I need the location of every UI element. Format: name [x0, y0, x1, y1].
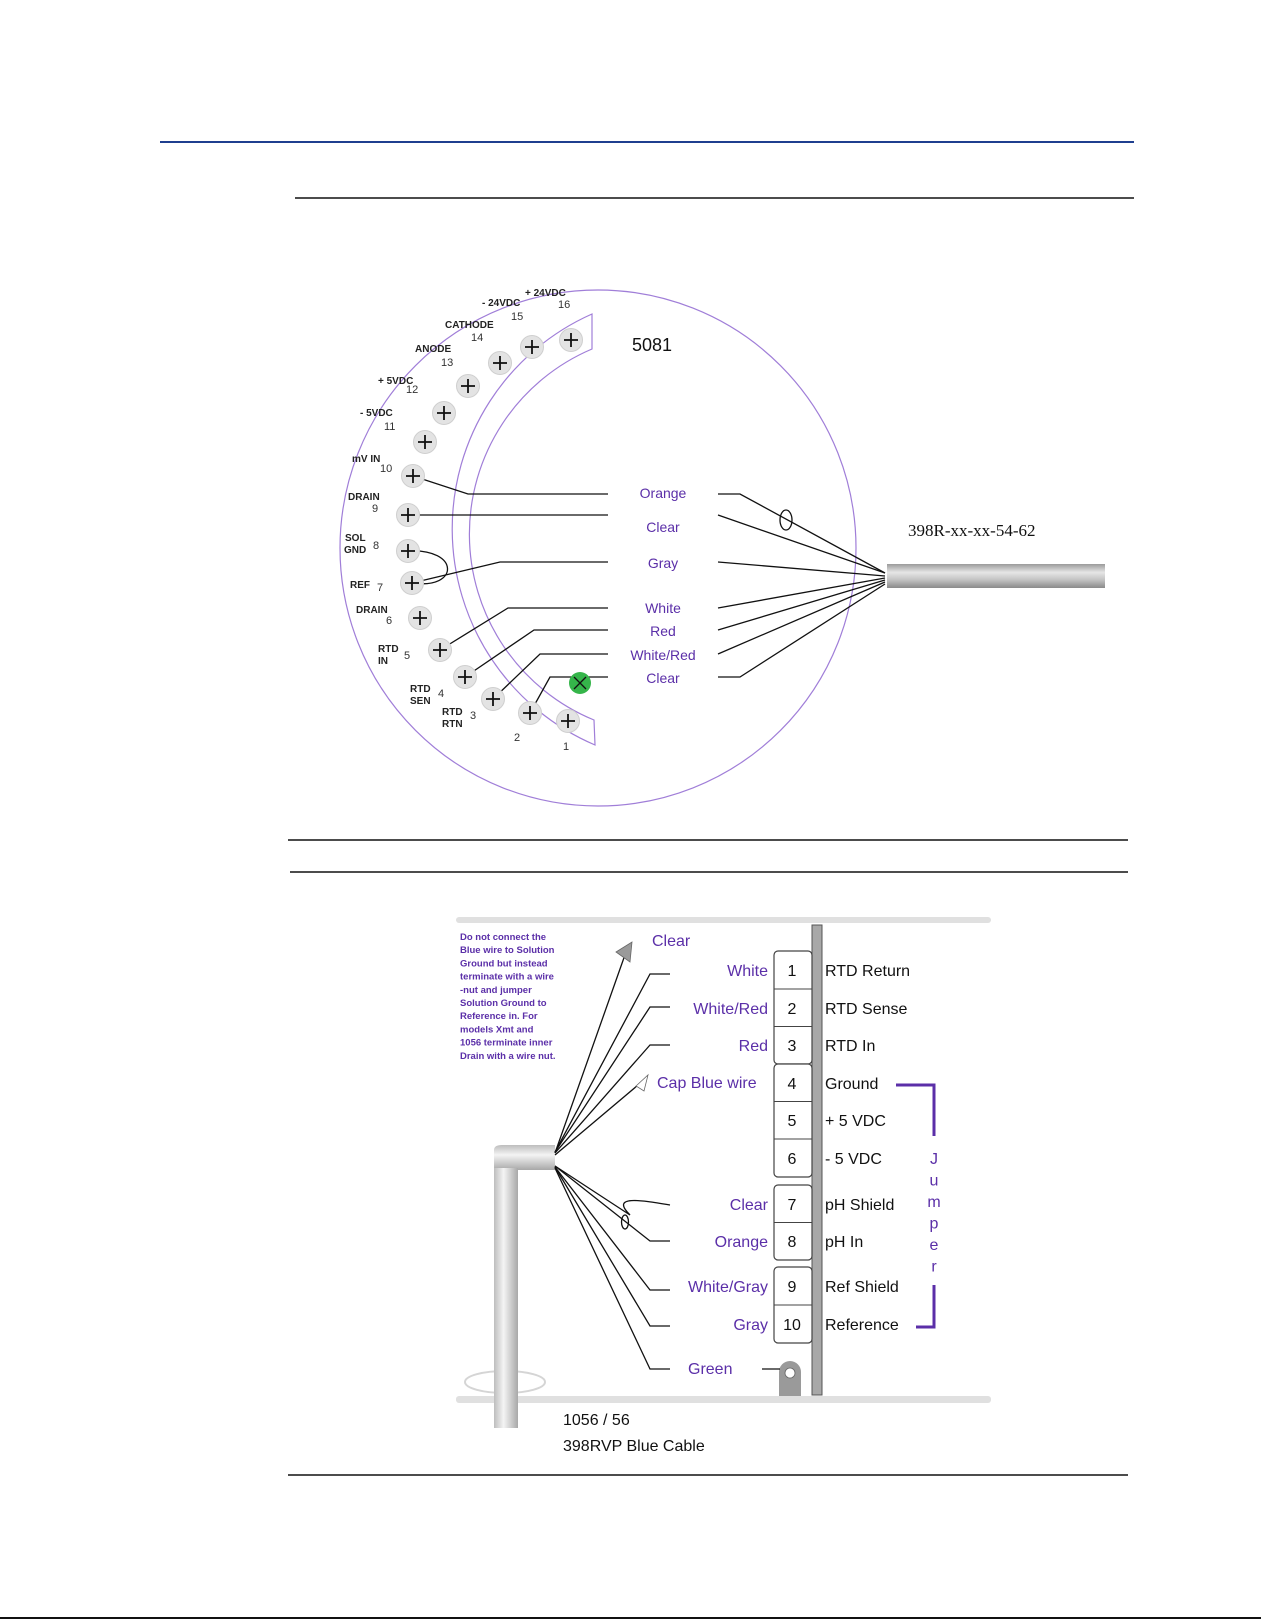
wire-label-5: White/Red — [630, 647, 696, 663]
wire-label-3: White — [645, 600, 681, 616]
shield-loop — [780, 510, 792, 530]
enclosure-bottom-rail — [456, 1396, 991, 1403]
cable-pipe — [494, 1150, 518, 1428]
terminal-screw-10 — [402, 465, 425, 488]
terminal-blocks — [688, 951, 910, 1343]
terminal-number-6: 6 — [386, 615, 393, 627]
terminal-screw-14 — [489, 352, 512, 375]
terminal-number-3: 3 — [470, 710, 477, 722]
terminal-number-15: 15 — [511, 311, 524, 323]
terminal-screw-12 — [433, 402, 456, 425]
terminal-label-13: ANODE — [415, 344, 452, 355]
jumper-letter: e — [929, 1237, 939, 1254]
terminal-block-number-1: 1 — [787, 963, 797, 980]
terminal-number-5: 5 — [404, 650, 411, 662]
terminal-label-5: RTD — [378, 644, 399, 655]
terminal-block-number-10: 10 — [783, 1317, 801, 1334]
terminal-number-8: 8 — [373, 540, 380, 552]
jumper-letter: u — [929, 1172, 939, 1190]
terminal-screw-6 — [409, 607, 432, 630]
terminal-screw-7 — [401, 572, 424, 595]
wire-color-7: Clear — [729, 1197, 768, 1214]
caption-cable: 398RVP Blue Cable — [563, 1438, 705, 1455]
terminal-label-3: RTD — [442, 707, 463, 718]
jumper-letter: J — [930, 1151, 938, 1168]
wire-label-green: Green — [688, 1361, 733, 1378]
cable-elbow — [494, 1145, 555, 1170]
terminal-label-4-line2: SEN — [410, 696, 431, 707]
terminal-label-4: RTD — [410, 684, 431, 695]
terminal-number-11: 11 — [384, 421, 396, 433]
jumper-letter: p — [929, 1215, 939, 1233]
terminal-label-16: + 24VDC — [525, 288, 566, 299]
terminal-screw-3 — [482, 688, 505, 711]
terminal-screws — [397, 329, 583, 733]
terminal-number-2: 2 — [514, 732, 521, 744]
terminal-screw-15 — [521, 336, 544, 359]
terminal-screw-13 — [457, 375, 480, 398]
terminal-label-9: DRAIN — [348, 492, 380, 503]
terminal-block-number-2: 2 — [787, 1001, 797, 1018]
terminal-number-9: 9 — [372, 503, 379, 515]
terminal-function-7: pH Shield — [825, 1197, 895, 1214]
terminal-number-4: 4 — [438, 688, 445, 700]
terminal-screw-9 — [397, 504, 420, 527]
terminal-rail — [812, 925, 822, 1395]
enclosure-top-rail — [456, 917, 991, 923]
terminal-number-7: 7 — [377, 582, 384, 594]
terminal-label-7: REF — [350, 580, 370, 591]
wire-color-9: White/Gray — [687, 1279, 768, 1296]
terminal-function-1: RTD Return — [825, 963, 911, 980]
terminal-function-6: - 5 VDC — [825, 1151, 882, 1168]
terminal-screw-1 — [557, 710, 580, 733]
terminal-label-14: CATHODE — [445, 320, 494, 331]
terminal-label-3-line2: RTN — [442, 719, 463, 730]
wire-color-8: Orange — [714, 1234, 768, 1251]
terminal-function-4: Ground — [825, 1076, 879, 1093]
terminal-label-11: - 5VDC — [360, 408, 393, 419]
terminal-function-2: RTD Sense — [825, 1001, 908, 1018]
wire-color-3: Red — [738, 1038, 768, 1055]
model-label: 5081 — [632, 335, 673, 355]
caption-model: 1056 / 56 — [563, 1412, 630, 1429]
wire-color-2: White/Red — [693, 1001, 768, 1018]
diagram-1056 — [456, 917, 991, 1455]
terminal-function-9: Ref Shield — [825, 1279, 899, 1296]
jumper-bracket-top — [896, 1085, 934, 1136]
terminal-function-3: RTD In — [825, 1038, 876, 1055]
terminal-number-10: 10 — [380, 463, 393, 475]
wire-labels — [630, 485, 695, 686]
terminal-block-number-8: 8 — [787, 1234, 797, 1251]
terminal-number-12: 12 — [406, 384, 419, 396]
wire-nut-blue — [636, 1075, 648, 1091]
terminal-screw-2 — [519, 702, 542, 725]
diagram-5081 — [340, 288, 1105, 806]
terminal-label-5-line2: IN — [378, 656, 388, 667]
terminal-screw-4 — [454, 666, 477, 689]
jumper-letter: m — [927, 1194, 941, 1211]
terminal-block-number-4: 4 — [787, 1076, 797, 1093]
terminal-block-number-6: 6 — [787, 1151, 797, 1168]
terminal-label-10: mV IN — [352, 454, 381, 465]
terminal-screw-11 — [414, 431, 437, 454]
wiring-note: Do not connect the Blue wire to Solution Ground but instead terminate with a wire -nut and jumper Solution Ground to Reference in. For models Xmt and 1056 terminate inner Drain with a wire nut. — [460, 932, 556, 1062]
terminal-block-number-5: 5 — [787, 1113, 797, 1130]
terminal-function-5: + 5 VDC — [825, 1113, 886, 1130]
jumper-letter: r — [931, 1258, 937, 1276]
wire-color-1: White — [727, 963, 768, 980]
terminal-label-15: - 24VDC — [482, 298, 521, 309]
terminal-function-8: pH In — [825, 1234, 864, 1251]
cable — [887, 564, 1105, 588]
wire-label-cap-blue: Cap Blue wire — [657, 1075, 757, 1092]
wire-color-10: Gray — [733, 1317, 768, 1334]
terminal-screw-16 — [560, 329, 583, 352]
wire-label-1: Clear — [646, 519, 680, 535]
terminal-function-10: Reference — [825, 1317, 899, 1334]
jumper-bracket-bottom — [916, 1285, 934, 1327]
terminal-screw-5 — [429, 639, 452, 662]
wire-label-4: Red — [650, 623, 676, 639]
terminal-block-number-7: 7 — [787, 1197, 797, 1214]
jumper-label — [927, 1151, 940, 1276]
terminal-block-number-9: 9 — [787, 1279, 797, 1296]
terminal-label-8: SOL — [345, 533, 366, 544]
terminal-number-1: 1 — [563, 741, 570, 753]
wire-label-6: Clear — [646, 670, 680, 686]
wire-label-clear-top: Clear — [652, 933, 691, 950]
terminal-screw-8 — [397, 540, 420, 563]
terminal-label-6: DRAIN — [356, 605, 388, 616]
terminal-label-12: + 5VDC — [378, 376, 414, 387]
cable-model-label: 398R-xx-xx-54-62 — [908, 521, 1036, 540]
terminal-block-number-3: 3 — [787, 1038, 797, 1055]
terminal-number-13: 13 — [441, 357, 454, 369]
ground-lug — [779, 1361, 801, 1396]
terminal-number-16: 16 — [558, 299, 571, 311]
wire-label-2: Gray — [647, 555, 679, 571]
terminal-label-8-line2: GND — [344, 545, 367, 556]
terminal-number-14: 14 — [471, 332, 484, 344]
wire-label-0: Orange — [639, 485, 687, 501]
